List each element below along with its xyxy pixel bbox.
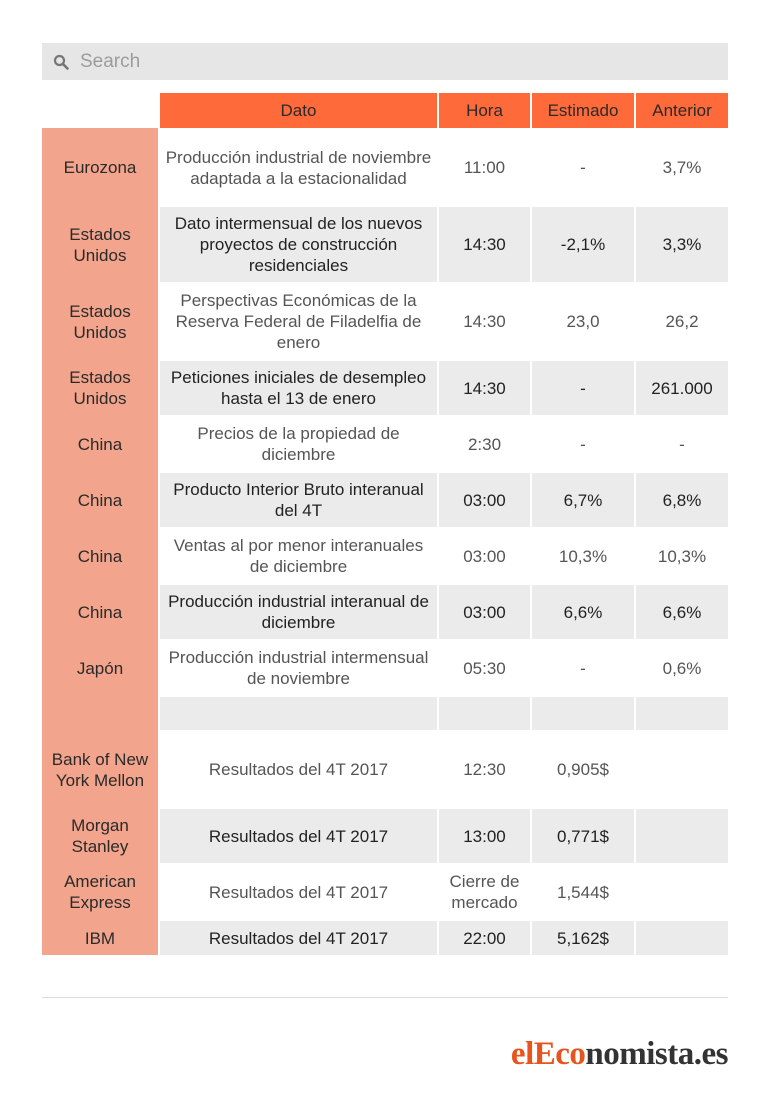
dato-cell: Peticiones iniciales de desempleo hasta el 13 de enero xyxy=(159,360,438,416)
table-row xyxy=(42,129,728,206)
table-row xyxy=(42,206,728,283)
anterior-cell xyxy=(635,864,728,920)
header-blank xyxy=(42,93,159,129)
hora-cell: Cierre de mercado xyxy=(438,864,531,920)
hora-cell: 22:00 xyxy=(438,920,531,955)
table-row xyxy=(42,528,728,584)
hora-cell: 2:30 xyxy=(438,416,531,472)
country-cell: Estados Unidos xyxy=(42,283,159,360)
dato-cell: Precios de la propiedad de diciembre xyxy=(159,416,438,472)
hora-cell: 14:30 xyxy=(438,360,531,416)
country-cell: American Express xyxy=(42,864,159,920)
estimado-cell: 6,6% xyxy=(531,584,635,640)
anterior-cell: 3,3% xyxy=(635,206,728,283)
dato-cell: Dato intermensual de los nuevos proyectos de construcción residenciales xyxy=(159,206,438,283)
estimado-cell: -2,1% xyxy=(531,206,635,283)
anterior-cell: 6,8% xyxy=(635,472,728,528)
anterior-cell: 0,6% xyxy=(635,640,728,696)
estimado-cell: 1,544$ xyxy=(531,864,635,920)
table-row xyxy=(42,472,728,528)
country-cell: Japón xyxy=(42,640,159,696)
country-cell: China xyxy=(42,584,159,640)
header-estimado: Estimado xyxy=(531,93,635,129)
header-hora: Hora xyxy=(438,93,531,129)
estimado-cell: 10,3% xyxy=(531,528,635,584)
country-cell: Estados Unidos xyxy=(42,360,159,416)
estimado-cell: - xyxy=(531,360,635,416)
hora-cell: 05:30 xyxy=(438,640,531,696)
anterior-cell xyxy=(635,731,728,808)
dato-cell: Perspectivas Económicas de la Reserva Federal de Filadelfia de enero xyxy=(159,283,438,360)
table-row xyxy=(42,584,728,640)
estimado-cell: - xyxy=(531,129,635,206)
table-row xyxy=(42,640,728,696)
country-cell: China xyxy=(42,472,159,528)
anterior-cell: 10,3% xyxy=(635,528,728,584)
anterior-cell: 261.000 xyxy=(635,360,728,416)
table-row xyxy=(42,283,728,360)
hora-cell: 13:00 xyxy=(438,808,531,864)
hora-cell: 14:30 xyxy=(438,206,531,283)
dato-cell: Resultados del 4T 2017 xyxy=(159,808,438,864)
estimado-cell xyxy=(531,696,635,731)
header-dato: Dato xyxy=(159,93,438,129)
dato-cell: Producción industrial intermensual de noviembre xyxy=(159,640,438,696)
hora-cell: 03:00 xyxy=(438,472,531,528)
dato-cell xyxy=(159,696,438,731)
search-input[interactable] xyxy=(78,42,728,81)
estimado-cell: - xyxy=(531,416,635,472)
country-cell: China xyxy=(42,416,159,472)
table-header-row xyxy=(42,93,728,129)
anterior-cell xyxy=(635,808,728,864)
anterior-cell: 3,7% xyxy=(635,129,728,206)
header-anterior: Anterior xyxy=(635,93,728,129)
dato-cell: Producto Interior Bruto interanual del 4T xyxy=(159,472,438,528)
search-bar[interactable] xyxy=(42,43,728,80)
hora-cell: 12:30 xyxy=(438,731,531,808)
hora-cell: 03:00 xyxy=(438,528,531,584)
hora-cell: 14:30 xyxy=(438,283,531,360)
anterior-cell: - xyxy=(635,416,728,472)
hora-cell xyxy=(438,696,531,731)
search-icon xyxy=(53,54,69,70)
dato-cell: Producción industrial interanual de diciembre xyxy=(159,584,438,640)
anterior-cell xyxy=(635,696,728,731)
country-cell xyxy=(42,696,159,731)
table-separator-row xyxy=(42,696,728,731)
table-row xyxy=(42,731,728,808)
anterior-cell: 6,6% xyxy=(635,584,728,640)
eleconomista-logo xyxy=(511,1034,728,1074)
hora-cell: 11:00 xyxy=(438,129,531,206)
logo-part-1: elEco xyxy=(510,1036,586,1072)
estimado-cell: 6,7% xyxy=(531,472,635,528)
dato-cell: Ventas al por menor interanuales de diciembre xyxy=(159,528,438,584)
table-row xyxy=(42,864,728,920)
estimado-cell: 0,771$ xyxy=(531,808,635,864)
country-cell: IBM xyxy=(42,920,159,955)
dato-cell: Resultados del 4T 2017 xyxy=(159,864,438,920)
table-row xyxy=(42,416,728,472)
divider xyxy=(42,997,728,998)
estimado-cell: - xyxy=(531,640,635,696)
dato-cell: Resultados del 4T 2017 xyxy=(159,731,438,808)
dato-cell: Producción industrial de noviembre adaptada a la estacionalidad xyxy=(159,129,438,206)
table-row xyxy=(42,360,728,416)
estimado-cell: 5,162$ xyxy=(531,920,635,955)
table-row xyxy=(42,920,728,955)
estimado-cell: 0,905$ xyxy=(531,731,635,808)
anterior-cell xyxy=(635,920,728,955)
country-cell: Estados Unidos xyxy=(42,206,159,283)
hora-cell: 03:00 xyxy=(438,584,531,640)
estimado-cell: 23,0 xyxy=(531,283,635,360)
anterior-cell: 26,2 xyxy=(635,283,728,360)
country-cell: China xyxy=(42,528,159,584)
economic-calendar-table xyxy=(42,93,728,955)
country-cell: Bank of New York Mellon xyxy=(42,731,159,808)
table-row xyxy=(42,808,728,864)
country-cell: Morgan Stanley xyxy=(42,808,159,864)
country-cell: Eurozona xyxy=(42,129,159,206)
logo-part-2: nomista.es xyxy=(585,1036,728,1072)
dato-cell: Resultados del 4T 2017 xyxy=(159,920,438,955)
